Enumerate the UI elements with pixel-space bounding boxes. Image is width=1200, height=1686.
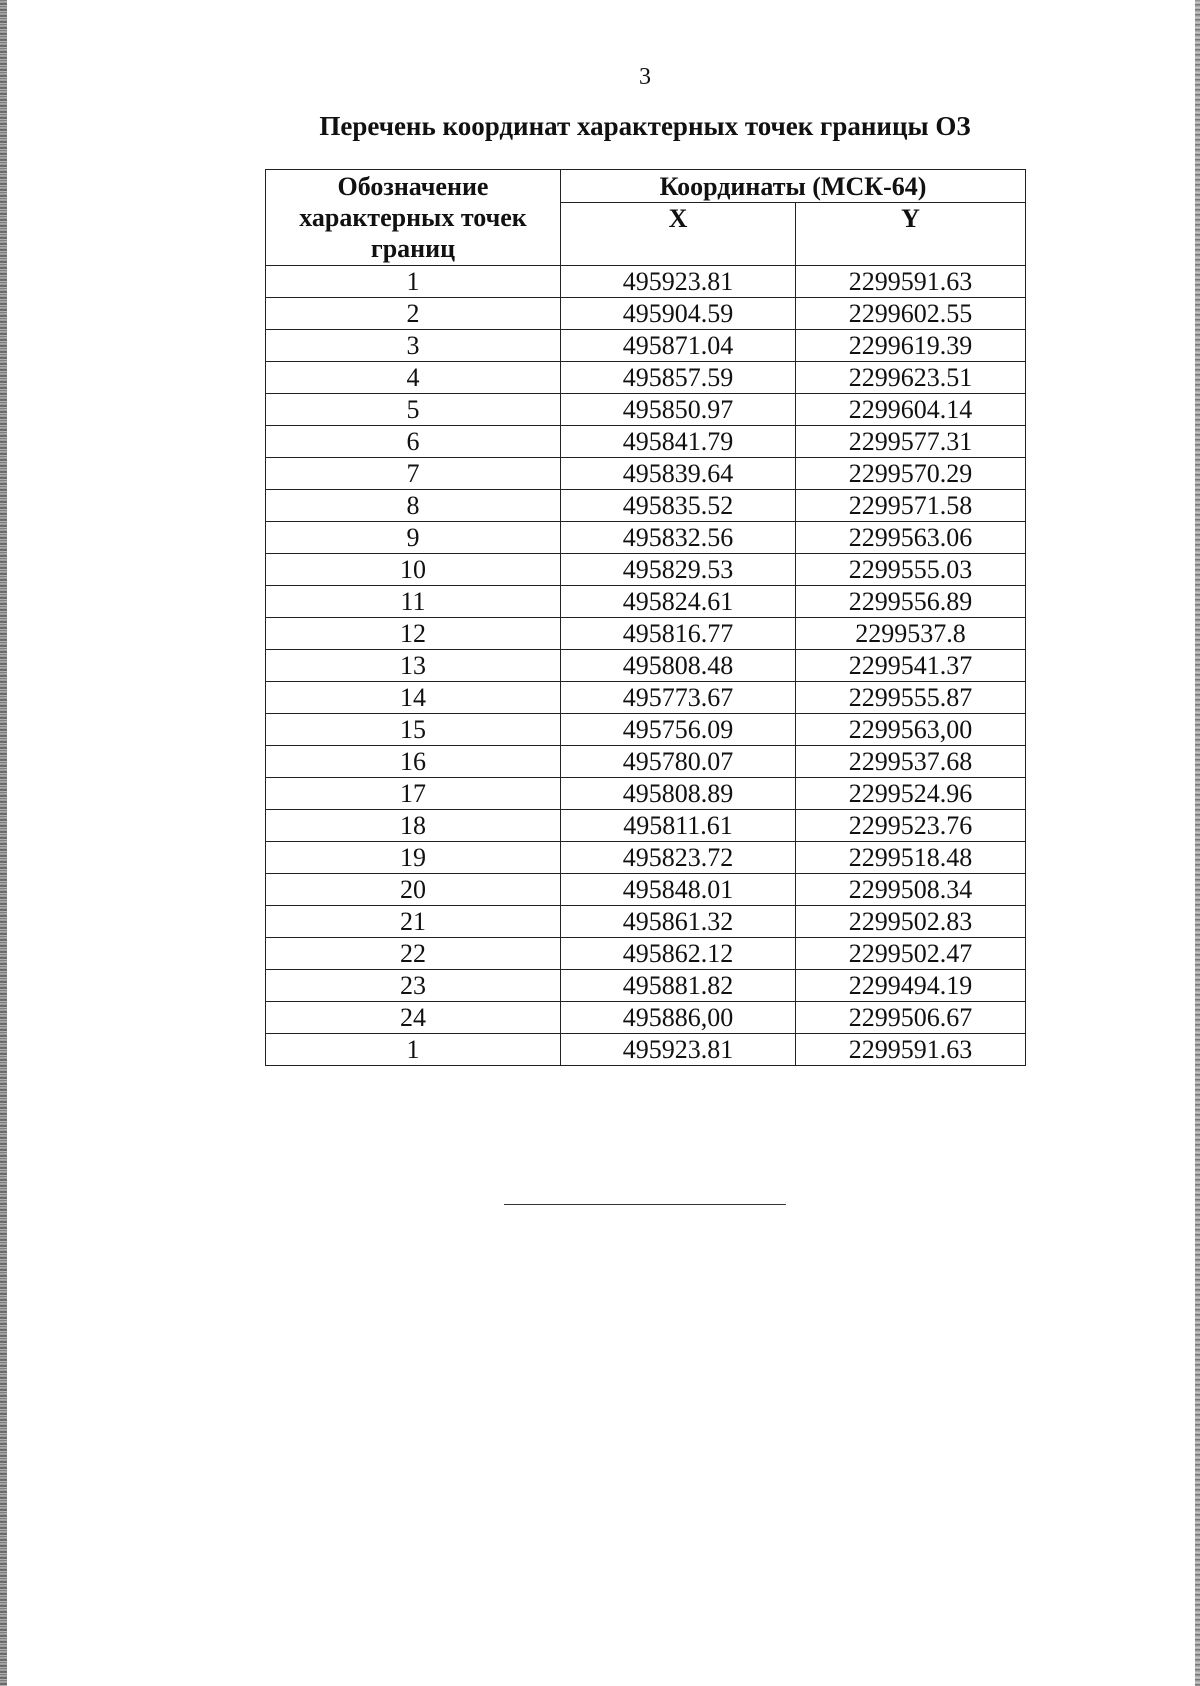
- y-coordinate-cell: 2299537.68: [796, 746, 1026, 778]
- y-coordinate-cell: 2299502.47: [796, 938, 1026, 970]
- x-coordinate-cell: 495832.56: [561, 522, 796, 554]
- closing-rule-line: [504, 1204, 786, 1205]
- table-row: [266, 842, 1026, 874]
- point-number-cell: 19: [266, 842, 561, 874]
- table-row: [266, 458, 1026, 490]
- x-coordinate-cell: 495881.82: [561, 970, 796, 1002]
- y-coordinate-cell: 2299506.67: [796, 1002, 1026, 1034]
- table-body: [266, 266, 1026, 1066]
- point-number-cell: 5: [266, 394, 561, 426]
- y-coordinate-cell: 2299577.31: [796, 426, 1026, 458]
- y-coordinate-cell: 2299563.06: [796, 522, 1026, 554]
- x-column-header: X: [561, 203, 796, 266]
- point-number-cell: 7: [266, 458, 561, 490]
- x-coordinate-cell: 495829.53: [561, 554, 796, 586]
- x-coordinate-cell: 495862.12: [561, 938, 796, 970]
- point-number-cell: 16: [266, 746, 561, 778]
- x-coordinate-cell: 495816.77: [561, 618, 796, 650]
- point-number-cell: 13: [266, 650, 561, 682]
- table-row: [266, 554, 1026, 586]
- point-number-cell: 8: [266, 490, 561, 522]
- point-number-cell: 6: [266, 426, 561, 458]
- point-number-cell: 4: [266, 362, 561, 394]
- point-number-cell: 18: [266, 810, 561, 842]
- y-coordinate-cell: 2299494.19: [796, 970, 1026, 1002]
- point-number-cell: 2: [266, 298, 561, 330]
- x-coordinate-cell: 495841.79: [561, 426, 796, 458]
- x-coordinate-cell: 495871.04: [561, 330, 796, 362]
- scan-edge-left: [0, 0, 7, 1686]
- point-number-cell: 15: [266, 714, 561, 746]
- point-number-cell: 14: [266, 682, 561, 714]
- point-number-cell: 21: [266, 906, 561, 938]
- table-row: [266, 522, 1026, 554]
- table-row: [266, 298, 1026, 330]
- x-coordinate-cell: 495823.72: [561, 842, 796, 874]
- y-coordinate-cell: 2299524.96: [796, 778, 1026, 810]
- page-number: 3: [639, 64, 651, 90]
- y-coordinate-cell: 2299523.76: [796, 810, 1026, 842]
- point-number-cell: 1: [266, 1034, 561, 1066]
- x-coordinate-cell: 495811.61: [561, 810, 796, 842]
- x-coordinate-cell: 495824.61: [561, 586, 796, 618]
- table-row: [266, 1034, 1026, 1066]
- table-row: [266, 586, 1026, 618]
- coordinates-system-header: Координаты (МСК-64): [561, 170, 1026, 203]
- table-row: [266, 682, 1026, 714]
- x-coordinate-cell: 495857.59: [561, 362, 796, 394]
- point-number-cell: 1: [266, 266, 561, 298]
- table-row: [266, 490, 1026, 522]
- x-coordinate-cell: 495773.67: [561, 682, 796, 714]
- document-title: Перечень координат характерных точек границы ОЗ: [319, 111, 971, 141]
- y-coordinate-cell: 2299619.39: [796, 330, 1026, 362]
- x-coordinate-cell: 495848.01: [561, 874, 796, 906]
- x-coordinate-cell: 495835.52: [561, 490, 796, 522]
- table-row: [266, 266, 1026, 298]
- table-row: [266, 970, 1026, 1002]
- x-coordinate-cell: 495886,00: [561, 1002, 796, 1034]
- y-coordinate-cell: 2299518.48: [796, 842, 1026, 874]
- y-coordinate-cell: 2299591.63: [796, 266, 1026, 298]
- table-row: [266, 938, 1026, 970]
- point-number-cell: 11: [266, 586, 561, 618]
- header-row-group: [266, 170, 1026, 203]
- table-row: [266, 810, 1026, 842]
- x-coordinate-cell: 495780.07: [561, 746, 796, 778]
- point-number-cell: 17: [266, 778, 561, 810]
- point-number-cell: 3: [266, 330, 561, 362]
- y-coordinate-cell: 2299556.89: [796, 586, 1026, 618]
- point-number-cell: 22: [266, 938, 561, 970]
- y-column-header: Y: [796, 203, 1026, 266]
- point-number-cell: 23: [266, 970, 561, 1002]
- point-number-cell: 24: [266, 1002, 561, 1034]
- table-row: [266, 362, 1026, 394]
- table-row: [266, 618, 1026, 650]
- y-coordinate-cell: 2299537.8: [796, 618, 1026, 650]
- x-coordinate-cell: 495923.81: [561, 266, 796, 298]
- x-coordinate-cell: 495756.09: [561, 714, 796, 746]
- x-coordinate-cell: 495861.32: [561, 906, 796, 938]
- table-row: [266, 394, 1026, 426]
- x-coordinate-cell: 495808.48: [561, 650, 796, 682]
- y-coordinate-cell: 2299623.51: [796, 362, 1026, 394]
- y-coordinate-cell: 2299555.87: [796, 682, 1026, 714]
- y-coordinate-cell: 2299571.58: [796, 490, 1026, 522]
- y-coordinate-cell: 2299563,00: [796, 714, 1026, 746]
- table-row: [266, 650, 1026, 682]
- y-coordinate-cell: 2299591.63: [796, 1034, 1026, 1066]
- y-coordinate-cell: 2299508.34: [796, 874, 1026, 906]
- table-row: [266, 330, 1026, 362]
- scan-edge-right: [1195, 0, 1200, 1686]
- y-coordinate-cell: 2299555.03: [796, 554, 1026, 586]
- table-header: [266, 170, 1026, 266]
- y-coordinate-cell: 2299541.37: [796, 650, 1026, 682]
- table-row: [266, 1002, 1026, 1034]
- x-coordinate-cell: 495850.97: [561, 394, 796, 426]
- x-coordinate-cell: 495923.81: [561, 1034, 796, 1066]
- table-row: [266, 426, 1026, 458]
- x-coordinate-cell: 495904.59: [561, 298, 796, 330]
- coordinates-table: [265, 169, 1026, 1066]
- y-coordinate-cell: 2299604.14: [796, 394, 1026, 426]
- point-number-cell: 9: [266, 522, 561, 554]
- table-row: [266, 714, 1026, 746]
- point-number-cell: 20: [266, 874, 561, 906]
- y-coordinate-cell: 2299502.83: [796, 906, 1026, 938]
- table-row: [266, 778, 1026, 810]
- point-number-cell: 12: [266, 618, 561, 650]
- point-designation-header: Обозначение характерных точек границ: [266, 170, 561, 266]
- table-row: [266, 906, 1026, 938]
- x-coordinate-cell: 495839.64: [561, 458, 796, 490]
- table-row: [266, 746, 1026, 778]
- y-coordinate-cell: 2299570.29: [796, 458, 1026, 490]
- point-number-cell: 10: [266, 554, 561, 586]
- x-coordinate-cell: 495808.89: [561, 778, 796, 810]
- y-coordinate-cell: 2299602.55: [796, 298, 1026, 330]
- table-row: [266, 874, 1026, 906]
